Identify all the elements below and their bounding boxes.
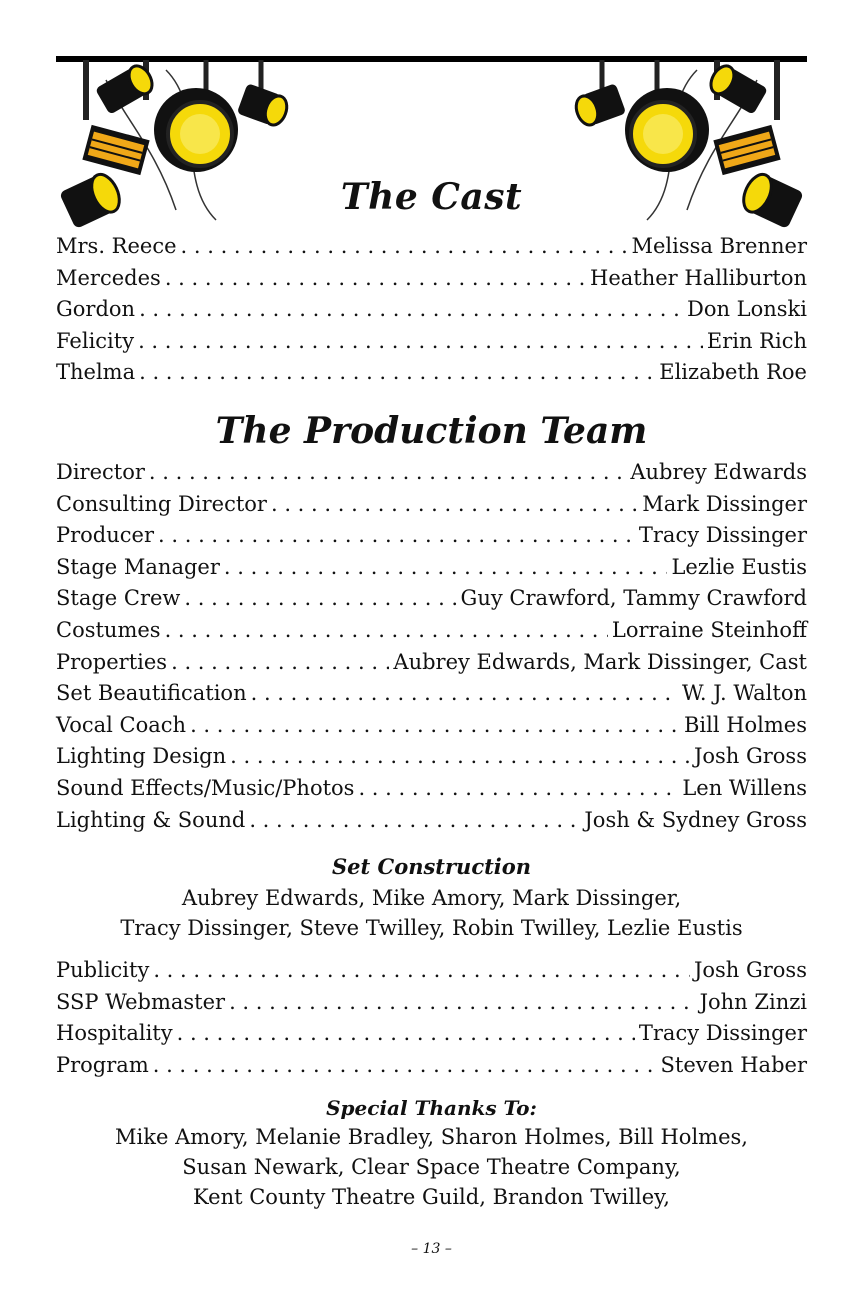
set-construction-line: Tracy Dissinger, Steve Twilley, Robin Twilley, Lezlie Eustis [120,916,743,940]
crew-row [56,460,807,492]
crew-row [56,1021,807,1053]
crew-row [56,958,807,990]
person: Tracy Dissinger [638,523,807,548]
special-thanks [56,1096,807,1212]
person: Tracy Dissinger [638,1021,807,1046]
production-team-heading: The Production Team [215,410,648,452]
leader-dots [249,808,580,832]
performer: Erin Rich [706,328,807,353]
crew-row [56,1053,807,1085]
crew-row [56,681,807,713]
leader-dots [190,713,680,737]
role: Properties [56,649,168,674]
misc-credits [56,958,807,1084]
set-construction [56,854,807,943]
role: Mrs. Reece [56,234,177,258]
role: Felicity [56,328,135,353]
person: Aubrey Edwards [630,460,807,484]
cast-row [56,234,807,266]
leader-dots [149,460,626,484]
performer: Elizabeth Roe [659,360,807,385]
role: Publicity [56,958,150,982]
leader-dots [158,523,635,547]
role: Consulting Director [56,491,267,516]
person: Lezlie Eustis [671,554,807,579]
role: Lighting & Sound [56,807,246,832]
crew-row [56,618,807,650]
role: Gordon [56,297,136,322]
cast-list [56,234,807,392]
thanks-line: Kent County Theatre Guild, Brandon Twilley, [193,1185,670,1209]
role: Director [56,460,145,484]
cast-row [56,360,807,392]
role: Set Beautification [56,681,247,706]
person: Steven Haber [660,1052,807,1077]
person: Aubrey Edwards, Mark Dissinger, Cast [393,649,807,674]
role: Mercedes [56,265,161,290]
performer: Heather Halliburton [590,265,807,290]
crew-row [56,744,807,776]
crew-row [56,713,807,745]
leader-dots [230,744,690,768]
person: Bill Holmes [683,712,807,737]
role: Program [56,1052,149,1077]
role: SSP Webmaster [56,989,226,1014]
role: Stage Manager [56,554,220,579]
role: Vocal Coach [56,712,187,737]
role: Producer [56,523,155,548]
person: Josh Gross [693,744,807,769]
crew-row [56,586,807,618]
person: John Zinzi [699,989,807,1014]
leader-dots [138,329,703,353]
leader-dots [139,360,655,384]
person: Josh Gross [693,958,807,982]
thanks-line: Susan Newark, Clear Space Theatre Company, [182,1155,681,1179]
leader-dots [153,1053,657,1077]
production-list [56,460,807,839]
special-thanks-heading: Special Thanks To: [326,1096,537,1120]
leader-dots [177,1021,635,1045]
leader-dots [171,650,389,674]
set-construction-line: Aubrey Edwards, Mike Amory, Mark Dissinger, [181,886,682,910]
leader-dots [165,266,586,290]
leader-dots [153,958,690,982]
role: Costumes [56,617,161,642]
cast-row [56,297,807,329]
crew-row [56,808,807,840]
cast-row [56,266,807,298]
set-construction-heading: Set Construction [331,854,532,879]
cast-heading: The Cast [340,176,523,218]
crew-row [56,990,807,1022]
leader-dots [139,297,683,321]
person: Mark Dissinger [642,491,807,516]
thanks-line: Mike Amory, Melanie Bradley, Sharon Holmes, Bill Holmes, [115,1125,748,1149]
performer: Melissa Brenner [631,234,807,258]
leader-dots [229,990,696,1014]
crew-row [56,523,807,555]
leader-dots [224,555,668,579]
person: Guy Crawford, Tammy Crawford [460,586,807,611]
leader-dots [271,492,638,516]
role: Stage Crew [56,586,181,611]
person: W. J. Walton [681,681,807,706]
leader-dots [251,681,678,705]
crew-row [56,776,807,808]
crew-row [56,650,807,682]
role: Sound Effects/Music/Photos [56,775,355,800]
leader-dots [184,586,456,610]
person: Josh & Sydney Gross [584,807,807,832]
leader-dots [181,234,628,258]
role: Thelma [56,360,136,385]
leader-dots [165,618,608,642]
person: Lorraine Steinhoff [611,617,807,642]
crew-row [56,555,807,587]
role: Hospitality [56,1021,173,1046]
performer: Don Lonski [686,297,807,322]
role: Lighting Design [56,744,227,769]
person: Len Willens [682,775,807,800]
page-number: – 13 – [411,1241,452,1257]
cast-row [56,329,807,361]
leader-dots [358,776,678,800]
crew-row [56,492,807,524]
